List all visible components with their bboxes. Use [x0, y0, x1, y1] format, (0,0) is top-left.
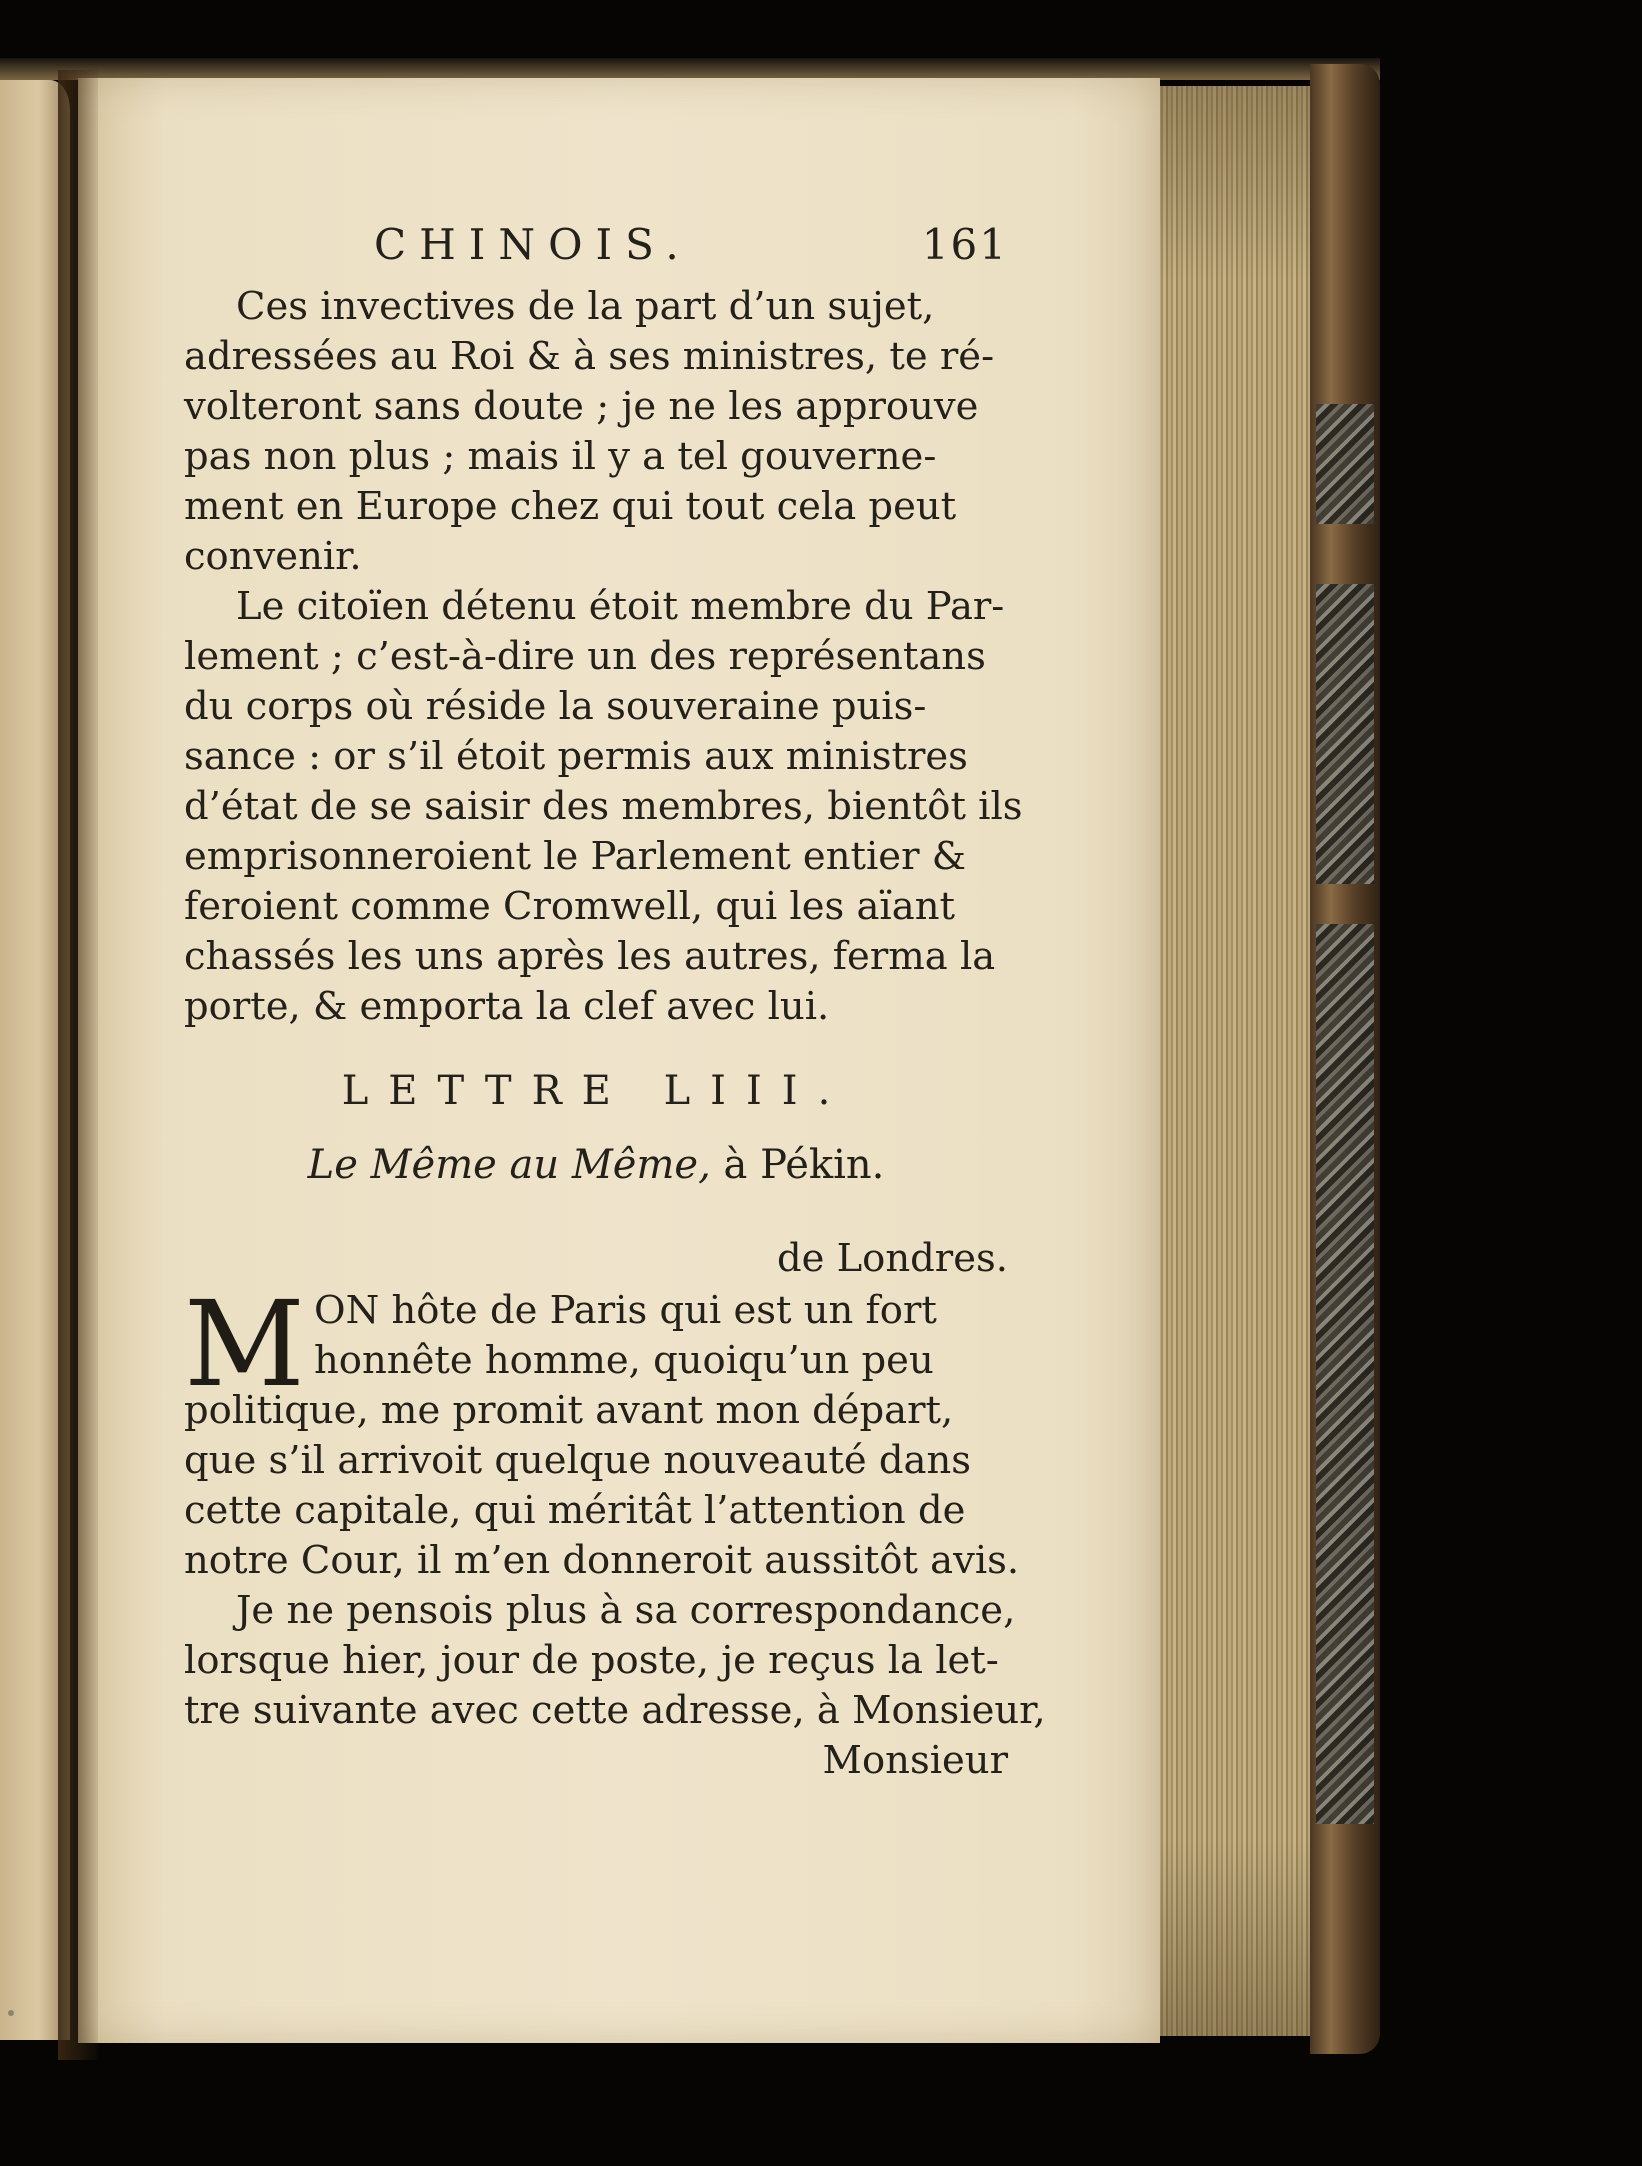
running-head: CHINOIS.	[374, 220, 692, 269]
text-line	[184, 1586, 1016, 1636]
line-text: chassés les uns après les autres, ferma la	[184, 934, 996, 979]
paragraph	[184, 282, 1008, 582]
line-text: feroient comme Cromwell, qui les aïant	[184, 884, 955, 929]
text-line	[184, 1636, 1008, 1686]
text-line	[184, 732, 1008, 782]
line-text: convenir.	[184, 534, 362, 579]
letter-title: LETTRE LIII.	[341, 1068, 851, 1114]
text-line	[184, 932, 1008, 982]
line-text: lorsque hier, jour de poste, je reçus la let-	[184, 1638, 999, 1683]
letter-origin: de Londres.	[776, 1236, 1008, 1281]
salutation-italic: Le Même au Même,	[307, 1142, 711, 1188]
line-text: Le citoïen détenu étoit membre du Par-	[236, 584, 1005, 629]
text-line	[184, 632, 1008, 682]
page-header	[184, 220, 1008, 280]
text-line	[184, 1686, 1046, 1736]
paragraph	[184, 582, 1023, 1032]
text-line	[184, 832, 1008, 882]
text-line	[184, 1386, 1008, 1436]
line-text: cette capitale, qui méritât l’attention de	[184, 1488, 966, 1533]
line-text: que s’il arrivoit quelque nouveauté dans	[184, 1438, 972, 1483]
line-text: notre Cour, il m’en donneroit aussitôt avis.	[184, 1538, 1020, 1583]
text-line	[184, 382, 1008, 432]
page-number: 161	[921, 220, 1008, 269]
text-line	[184, 1336, 1008, 1386]
salutation-place: à Pékin.	[710, 1142, 885, 1188]
text-line	[184, 1486, 1008, 1536]
ink-spot	[8, 2010, 14, 2016]
marbled-board	[1316, 404, 1374, 524]
text-line	[184, 1436, 1008, 1486]
line-text: du corps où réside la souveraine puis-	[184, 684, 927, 729]
page-text	[184, 220, 1046, 1786]
catchword: Monsieur	[822, 1738, 1008, 1783]
text-line	[184, 782, 1023, 832]
text-line	[184, 682, 1008, 732]
text-line	[184, 282, 1008, 332]
book-top-edge	[0, 58, 1380, 80]
spine-gutter-shadow	[58, 70, 98, 2060]
line-text: porte, & emporta la clef avec lui.	[184, 984, 830, 1029]
text-line	[184, 1536, 1020, 1586]
text-line	[184, 1286, 1008, 1336]
text-line	[184, 982, 1008, 1032]
letter-salutation	[184, 1140, 1008, 1200]
paragraph	[184, 1586, 1046, 1736]
line-text: Je ne pensois plus à sa correspondance,	[236, 1588, 1016, 1633]
line-text: volteront sans doute ; je ne les approuve	[184, 384, 979, 429]
line-text: lement ; c’est-à-dire un des représentans	[184, 634, 986, 679]
marbled-board	[1316, 584, 1374, 884]
drop-cap: M	[184, 1275, 305, 1413]
text-line	[184, 882, 1008, 932]
text-line	[184, 332, 1008, 382]
text-line	[184, 582, 1008, 632]
line-text: ON hôte de Paris qui est un fort	[314, 1288, 937, 1333]
paragraph	[184, 1275, 1020, 1586]
leather-cover	[1310, 64, 1380, 2054]
text-line	[184, 482, 1008, 532]
line-text: ment en Europe chez qui tout cela peut	[184, 484, 957, 529]
text-line	[184, 532, 1008, 582]
line-text: adressées au Roi & à ses ministres, te ré-	[184, 334, 995, 379]
text-line	[184, 432, 1008, 482]
line-text: politique, me promit avant mon départ,	[184, 1388, 954, 1433]
line-text: tre suivante avec cette adresse, à Monsieur,	[184, 1688, 1046, 1733]
line-text: emprisonneroient le Parlement entier &	[184, 834, 966, 879]
page-block-edges	[1158, 86, 1314, 2036]
marbled-board	[1316, 924, 1374, 1824]
line-text: Ces invectives de la part d’un sujet,	[236, 284, 935, 329]
line-text: honnête homme, quoiqu’un peu	[314, 1338, 934, 1383]
line-text: d’état de se saisir des membres, bientôt ils	[184, 784, 1023, 829]
line-text: pas non plus ; mais il y a tel gouverne-	[184, 434, 937, 479]
line-text: sance : or s’il étoit permis aux ministres	[184, 734, 968, 779]
